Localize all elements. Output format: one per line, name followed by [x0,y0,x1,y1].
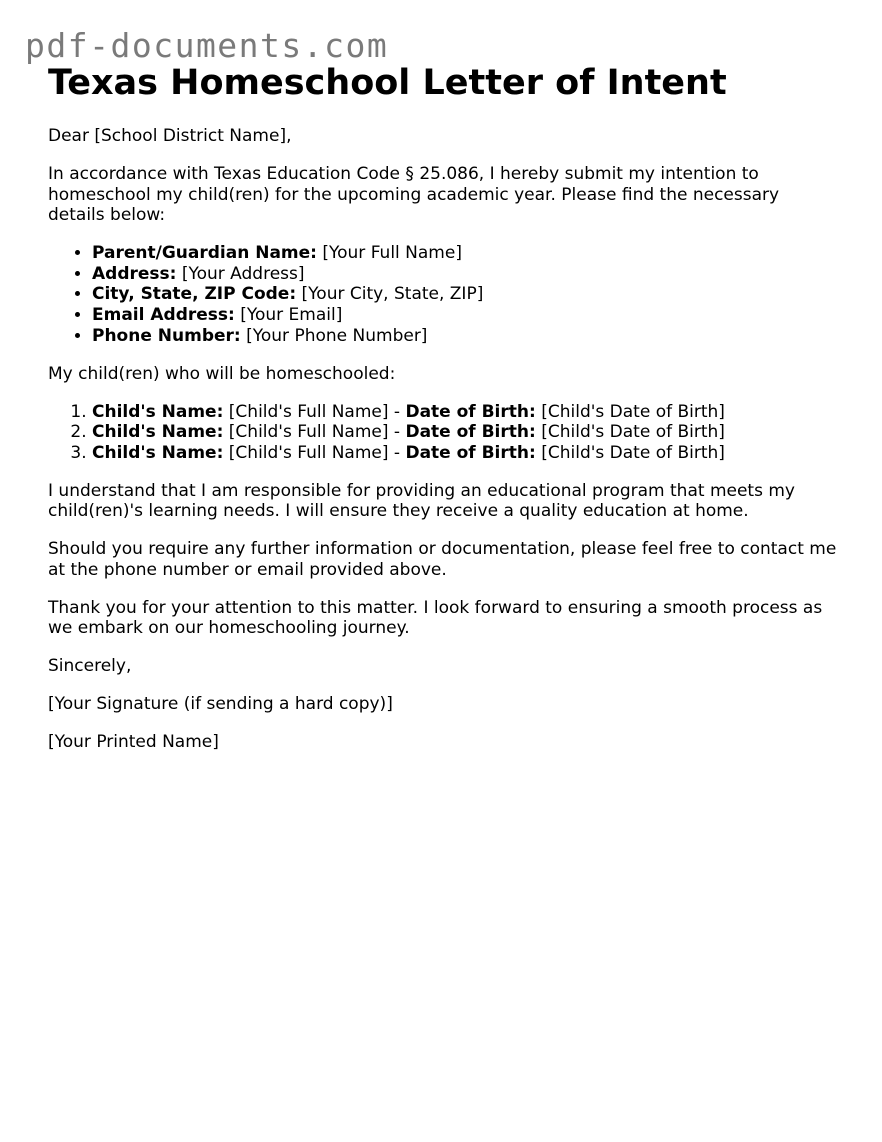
list-item [92,422,838,443]
list-item [92,264,838,285]
list-item [92,402,838,423]
dob-value: [Child's Date of Birth] [535,422,725,443]
children-intro: My child(ren) who will be homeschooled: [48,363,396,384]
printed-name-placeholder: [Your Printed Name] [48,732,219,753]
field-value: [Your Full Name] [316,243,462,264]
responsibility-paragraph: I understand that I am responsible for providing an educational program that meets my child(ren)'s learning needs. I will ensure they receive a quality education at home. [48,480,795,522]
list-item [92,326,838,347]
child-name-label: Child's Name: [92,422,224,443]
child-name-value: [Child's Full Name] - [223,442,406,463]
field-label: Parent/Guardian Name: [92,243,317,264]
field-label: City, State, ZIP Code: [92,284,297,305]
child-name-value: [Child's Full Name] - [223,401,406,422]
list-item [92,284,838,305]
watermark: pdf-documents.com [25,26,389,65]
child-name-label: Child's Name: [92,401,224,422]
dob-value: [Child's Date of Birth] [535,442,725,463]
field-value: [Your Phone Number] [240,325,428,346]
dob-label: Date of Birth: [405,422,536,443]
dob-label: Date of Birth: [405,442,536,463]
field-label: Email Address: [92,304,235,325]
list-item [92,305,838,326]
dob-label: Date of Birth: [405,401,536,422]
children-list [48,402,838,464]
field-value: [Your Address] [176,263,305,284]
field-value: [Your City, State, ZIP] [296,284,484,305]
greeting: Dear [School District Name], [48,126,292,146]
field-label: Phone Number: [92,325,241,346]
list-item [92,443,838,464]
child-name-value: [Child's Full Name] - [223,422,406,443]
letter-body [48,126,838,770]
field-value: [Your Email] [234,304,343,325]
closing: Sincerely, [48,656,132,677]
parent-details-list [48,243,838,346]
list-item [92,243,838,264]
signature-placeholder: [Your Signature (if sending a hard copy)] [48,694,393,715]
field-label: Address: [92,263,177,284]
page-title: Texas Homeschool Letter of Intent [48,63,727,103]
child-name-label: Child's Name: [92,442,224,463]
dob-value: [Child's Date of Birth] [535,401,725,422]
intro-paragraph: In accordance with Texas Education Code § 25.086, I hereby submit my intention to homeschool my child(ren) for the upcoming academic year. Please find the necessary details below: [48,163,780,226]
contact-paragraph: Should you require any further information or documentation, please feel free to contact me at the phone number or email provided above. [48,539,837,580]
thanks-paragraph: Thank you for your attention to this matter. I look forward to ensuring a smooth process as we embark on our homeschooling journey. [48,597,823,639]
